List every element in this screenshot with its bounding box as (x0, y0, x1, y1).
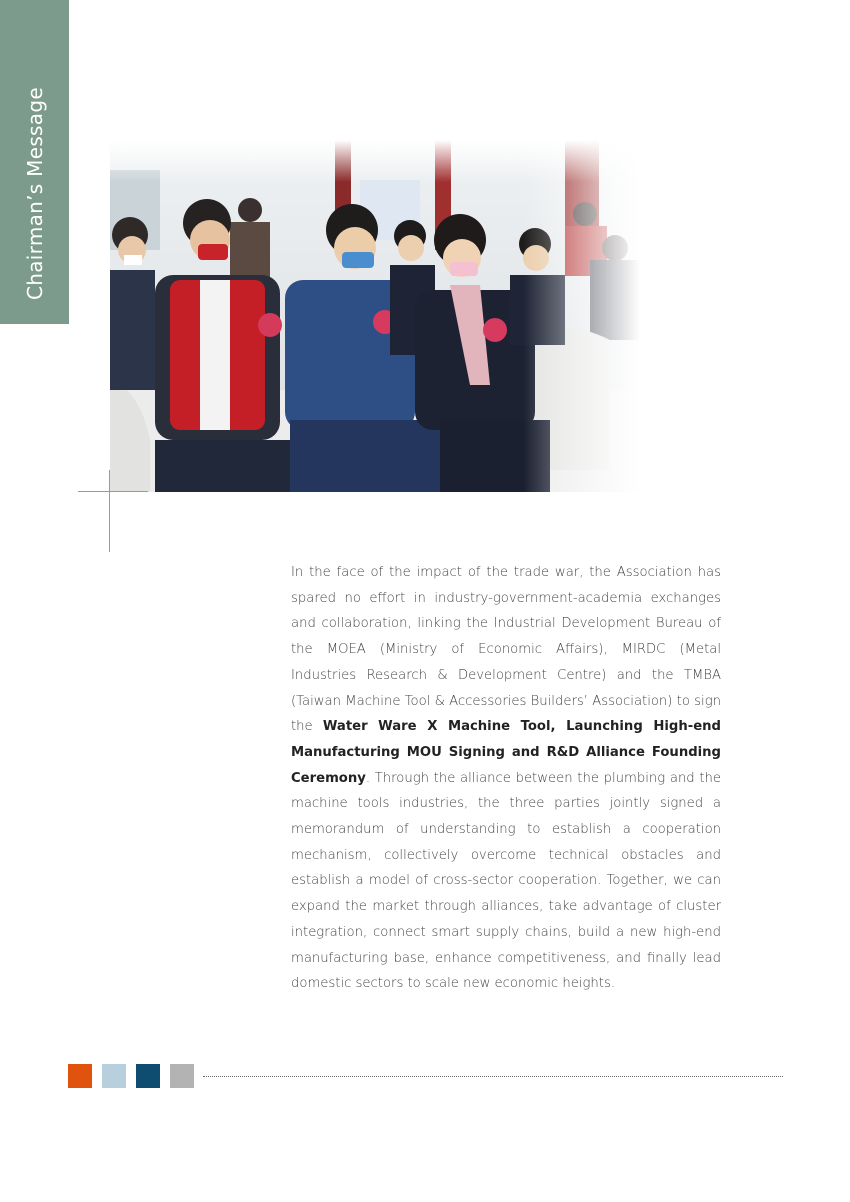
footer-color-squares (68, 1064, 194, 1088)
body-text-part2: . Through the alliance between the plumbing and the machine tools industries, the three parties jointly signed a memorandum of understanding to establish a cooperation mechanism, collectively overcome technical obstacles and establish a model of cross-sector cooperation. Together, we can expand the market through alliances, take advantage of cluster integration, connect smart supply chains, build a new high-end manufacturing base, enhance competitiveness, and finally lead domestic sectors to scale new economic heights. (291, 770, 721, 992)
light-blue-square (102, 1064, 126, 1088)
footer-dotted-rule (203, 1076, 783, 1077)
orange-square (68, 1064, 92, 1088)
body-paragraph (291, 560, 721, 997)
section-title: Chairman’s Message (22, 87, 47, 300)
body-text-part1: In the face of the impact of the trade war, the Association has spared no effort in industry-government-academia exchanges and collaboration, linking the Industrial Development Bureau of the MOEA (Ministry of Economic Affairs), MIRDC (Metal Industries Research & Development Centre) and the TMBA (Taiwan Machine Tool & Accessories Builders’ Association) to sign the (291, 565, 721, 735)
side-tab (0, 0, 69, 324)
ceremony-photo (110, 140, 640, 492)
navy-square (136, 1064, 160, 1088)
crop-mark-horizontal (78, 491, 148, 492)
crop-mark-vertical (109, 470, 110, 552)
gray-square (170, 1064, 194, 1088)
ceremony-name: Water Ware X Machine Tool, Launching High-end Manufacturing MOU Signing and R&D Alliance Founding Ceremony (291, 719, 721, 786)
